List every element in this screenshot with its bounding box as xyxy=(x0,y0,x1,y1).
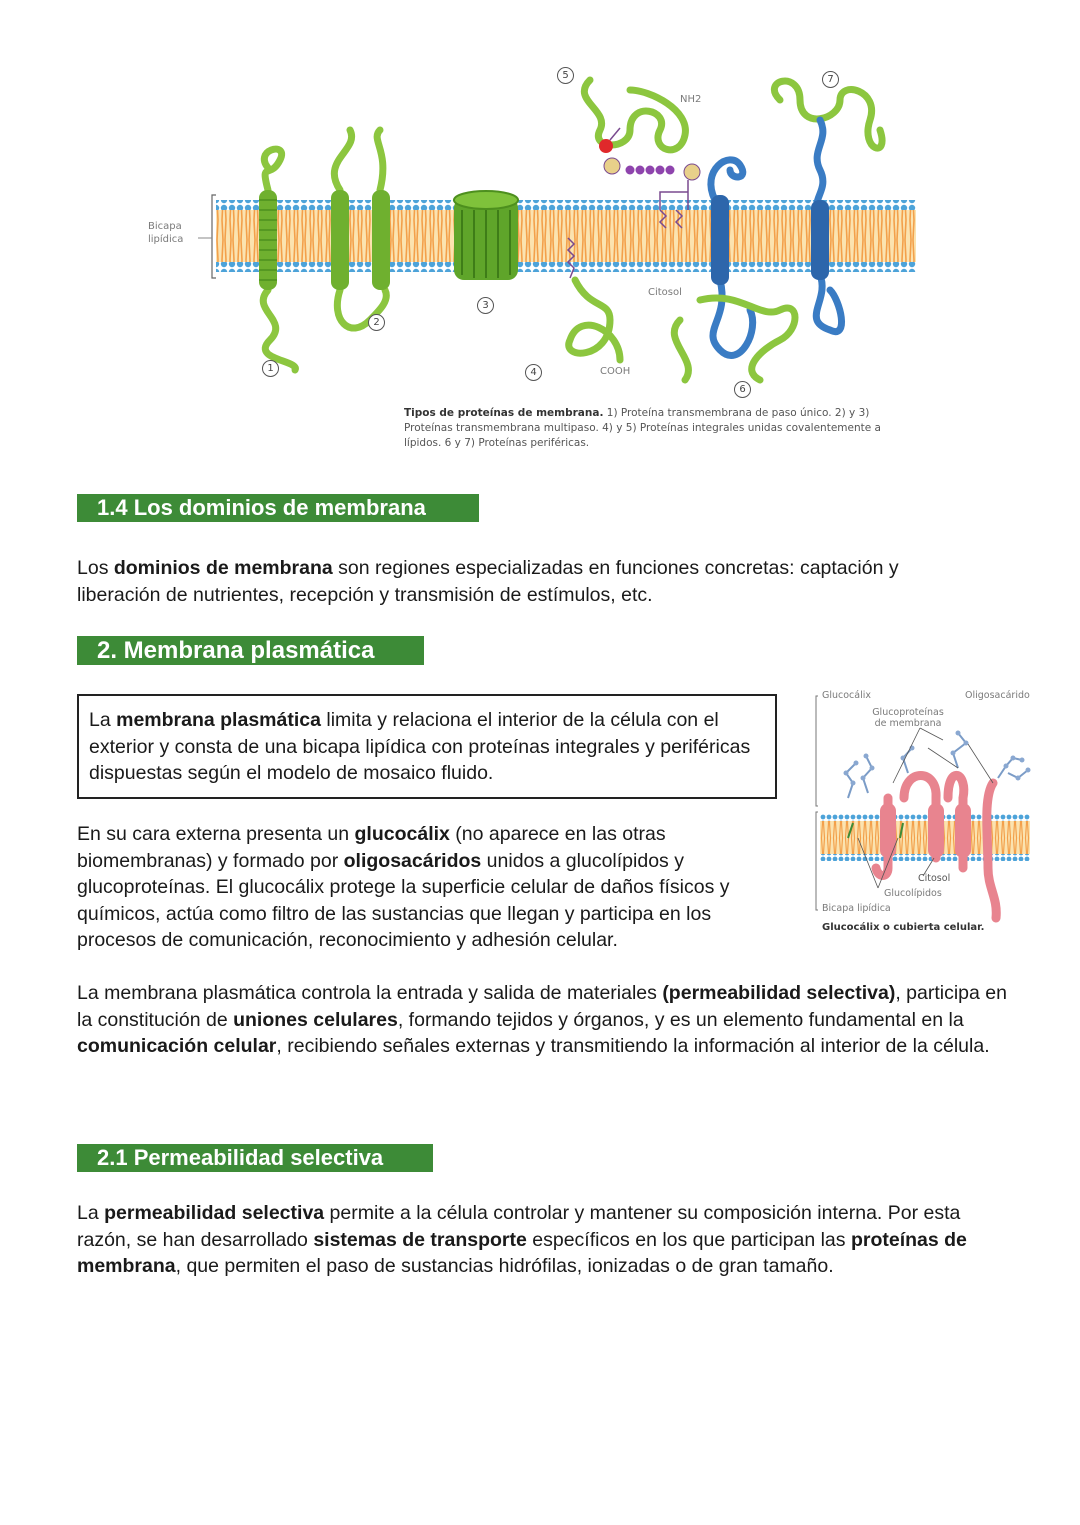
glycocalyx-figure xyxy=(808,688,1032,940)
figure1-caption xyxy=(404,406,904,451)
term-sistemas-transporte: sistemas de transporte xyxy=(313,1228,527,1251)
protein-number-3: 3 xyxy=(477,297,494,314)
protein-number-2: 2 xyxy=(368,314,385,331)
term-permeabilidad: (permeabilidad selectiva) xyxy=(662,982,896,1004)
protein-number-7: 7 xyxy=(822,71,839,88)
text-run: específicos en los que participan las xyxy=(526,1228,851,1251)
section-1-4-paragraph xyxy=(77,555,977,608)
text-run: permite a la célula controlar y mantener su composición interna. Por esta razón, se han desarrollado xyxy=(77,1202,961,1251)
membrane-functions-paragraph xyxy=(77,980,1007,1060)
glucocalix-paragraph xyxy=(77,821,767,954)
section-1-4-heading: 1.4 Los dominios de membrana xyxy=(77,494,479,522)
text-run: , recibiendo señales externas y transmitiendo la información al interior de la célula. xyxy=(276,1035,990,1057)
text-run: La xyxy=(77,1202,105,1224)
oligosacarido-label: Oligosacárido xyxy=(965,690,1030,701)
term-uniones-celulares: uniones celulares xyxy=(233,1008,398,1031)
term-dominios: dominios de membrana xyxy=(113,557,333,579)
cooh-label: COOH xyxy=(600,366,631,377)
membrane-proteins-figure xyxy=(140,60,940,400)
text-run: son regiones especializadas en funciones concretas: captación y liberación de nutrientes, recepción y transmisión de estímulos, etc. xyxy=(77,557,899,606)
glucolipidos-label: Glucolípidos xyxy=(884,888,942,899)
membrane-proteins-illustration xyxy=(140,60,940,400)
text-run: unidos a glucolípidos y glucoproteínas. El glucocálix protege la superficie celular de daños físicos y químicos, actúa como filtro de las sustancias que llegan y participa en los procesos de comunicación, reconocimiento y adhesión celular. xyxy=(77,849,730,951)
glycocalyx-caption: Glucocálix o cubierta celular. xyxy=(822,922,985,933)
protein-number-1: 1 xyxy=(262,360,279,377)
definition-box xyxy=(77,694,777,799)
text-run: Los xyxy=(77,557,114,579)
glucoproteinas-label: Glucoproteínas de membrana xyxy=(872,707,944,729)
citosol-label: Citosol xyxy=(918,873,951,884)
permeabilidad-paragraph xyxy=(77,1200,1007,1280)
protein-number-5: 5 xyxy=(557,67,574,84)
term-comunicacion-celular: comunicación celular xyxy=(77,1035,277,1057)
bilayer-label: Bicapa lipídica xyxy=(148,221,184,245)
term-proteinas-membrana: proteínas de membrana xyxy=(77,1228,967,1277)
cytosol-label: Citosol xyxy=(648,287,682,298)
figure1-caption-title: Tipos de proteínas de membrana. xyxy=(404,407,604,419)
text-run: , formando tejidos y órganos, y es un elemento fundamental en la xyxy=(397,1008,964,1031)
section-2-1-heading: 2.1 Permeabilidad selectiva xyxy=(77,1144,433,1172)
section-2-heading: 2. Membrana plasmática xyxy=(77,636,424,665)
protein-number-4: 4 xyxy=(525,364,542,381)
nh2-label: NH2 xyxy=(680,94,702,105)
text-run: , participa en la constitución de xyxy=(77,982,1007,1031)
text-run: La xyxy=(89,709,117,731)
term-permeabilidad-selectiva: permeabilidad selectiva xyxy=(104,1202,325,1224)
text-run: (no aparece en las otras biomembranas) y formado por xyxy=(77,823,666,872)
glucocalix-label: Glucocálix xyxy=(822,690,872,701)
text-run: La membrana plasmática controla la entrada y salida de materiales xyxy=(77,982,663,1004)
text-run: En su cara externa presenta un xyxy=(77,823,355,845)
bicapa-label: Bicapa lipídica xyxy=(822,903,891,914)
protein-number-6: 6 xyxy=(734,381,751,398)
figure1-caption-text: 1) Proteína transmembrana de paso único. 2) y 3) Proteínas transmembrana multipaso. 4) y 5) Proteínas integrales unidas covalentemente a lípidos. 6 y 7) Proteínas periféricas. xyxy=(404,407,881,449)
text-run: , que permiten el paso de sustancias hidrófilas, ionizadas o de gran tamaño. xyxy=(175,1255,834,1277)
term-glucocalix: glucocálix xyxy=(354,823,450,845)
term-membrana-plasmatica: membrana plasmática xyxy=(116,709,321,731)
term-oligosacaridos: oligosacáridos xyxy=(343,849,482,872)
text-run: limita y relaciona el interior de la célula con el exterior y consta de una bicapa lipídica con proteínas integrales y periféricas dispuestas según el modelo de mosaico fluido. xyxy=(89,709,751,784)
